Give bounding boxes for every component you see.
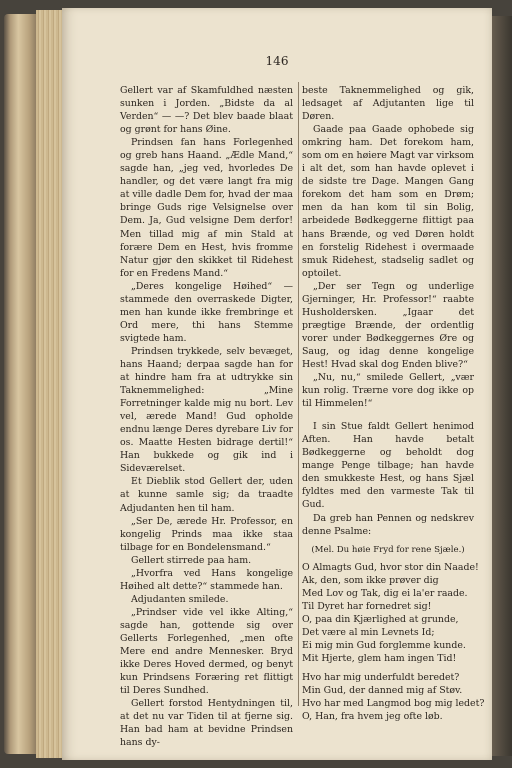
paragraph: Adjudanten smilede. <box>131 593 229 605</box>
paragraph: Gellert stirrede paa ham. <box>131 554 252 566</box>
left-column <box>120 84 293 749</box>
hymn-line: Hvo har med Langmod bog mig ledet? <box>302 698 485 710</box>
page-edges <box>36 10 64 758</box>
paragraph: „Hvorfra ved Hans kongelige Høihed alt dette?“ stammede han. <box>120 567 293 592</box>
paragraph: Da greb han Pennen og nedskrev denne Psalme: <box>302 512 474 537</box>
paragraph: I sin Stue faldt Gellert henimod Aften. Han havde betalt Bødkeggerne og beholdt dog mange Penge tilbage; han havde den smukkeste Hest, og hans Sjæl fyldtes med den varmeste Tak til Gud. <box>302 421 474 511</box>
hymn-line: Min Gud, der danned mig af Støv. <box>302 685 463 697</box>
hymn-line: O, Han, fra hvem jeg ofte løb. <box>302 711 443 723</box>
hymn-line: Med Lov og Tak, dig ei la'er raade. <box>302 587 468 599</box>
hymn-line: Mit Hjerte, glem ham ingen Tid! <box>302 652 457 664</box>
paragraph: Et Dieblik stod Gellert der, uden at kunne samle sig; da traadte Adjudanten hen til ham. <box>120 476 293 514</box>
melody-note: (Mel. Du høie Fryd for rene Sjæle.) <box>311 544 465 555</box>
paragraph: Prindsen trykkede, selv bevæget, hans Haand; derpaa sagde han for at hindre ham fra at udtrykke sin Taknemmelighed: „Mine Forretninger kalde mig nu bort. Lev vel, ærede Mand! Gud opholde endnu længe Deres dyrebare Liv for os. Maatte Hesten bidrage dertil!“ Han bukkede og gik ind i Sideværelset. <box>120 345 293 475</box>
hymn-line: Ei mig min Gud forglemme kunde. <box>302 639 466 651</box>
book-spine <box>4 14 40 754</box>
paragraph: Gellert forstod Hentydningen til, at det nu var Tiden til at fjerne sig. Han bad ham at bevidne Prindsen hans dy- <box>120 698 293 749</box>
paragraph: „Prindser vide vel ikke Alting,“ sagde han, gottende sig over Gellerts Forlegenhed, „men ofte Mere end andre Mennesker. Bryd ikke Deres Hoved dermed, og benyt kun Prindsens Foræring ret flittigt til Deres Sundhed. <box>120 606 293 697</box>
paragraph: Gellert var af Skamfuldhed næsten sunken i Jorden. „Bidste da al Verden“ — —? Det blev baade blaat og grønt for hans Øine. <box>120 85 293 136</box>
hymn-line: Til Dyret har fornedret sig! <box>302 600 432 612</box>
facing-page-edge <box>490 16 512 756</box>
hymn-line: Ak, den, som ikke prøver dig <box>302 574 439 586</box>
paragraph: „Nu, nu,“ smilede Gellert, „vær kun rolig. Trærne vore dog ikke op til Himmelen!“ <box>302 372 474 410</box>
book-page <box>62 8 492 760</box>
column-divider <box>298 82 299 706</box>
paragraph: Prindsen fan hans Forlegenhed og greb hans Haand. „Ædle Mand,“ sagde han, „jeg ved, hvorledes De handler, og det være langt fra mig at ville dadle Dem for, hvad der maa bringe Guds rige Velsignelse over Dem. Ja, Gud velsigne Dem derfor! Men tillad mig af min Stald at forære Dem en Hest, hvis fromme Natur gjør den skikket til Ridehest for en Fredens Mand.“ <box>120 137 293 279</box>
hymn-line: O Almagts Gud, hvor stor din Naade! <box>302 561 479 573</box>
paragraph: Gaade paa Gaade ophobede sig omkring ham. Det forekom ham, som om en høiere Magt var virksom i alt det, som han havde oplevet i de sidste tre Dage. Mangen Gang forekom det ham som en Drøm; men da han kom til sin Bolig, arbeidede Bødkeggerne flittigt paa hans Brænde, og ved Døren holdt en forstelig Ridehest i overmaade smuk Ridehest, stadselig sadlet og optoilet. <box>302 124 474 279</box>
hymn-line: Det være al min Levnets Id; <box>302 626 435 638</box>
hymn-line: Hvo har mig underfuldt beredet? <box>302 672 460 684</box>
paragraph: „Der ser Tegn og underlige Gjerninger, Hr. Professor!“ raabte Husholdersken. „Igaar det prægtige Brænde, der ordentlig vorer under Bødkeggernes Øre og Saug, og idag denne kongelige Hest! Hvad skal dog Enden blive?“ <box>302 280 474 370</box>
hymn-stanza <box>302 671 485 723</box>
hymn-stanza <box>302 561 479 665</box>
page-number: 146 <box>265 54 289 68</box>
right-column <box>302 84 485 723</box>
paragraph: beste Taknemmelighed og gik, ledsaget af Adjutanten lige til Døren. <box>302 85 474 123</box>
hymn-line: O, paa din Kjærlighed at grunde, <box>302 613 459 625</box>
paragraph: „Deres kongelige Høihed“ — stammede den overraskede Digter, men han kunde ikke frembringe et Ord mere, thi hans Stemme svigtede ham. <box>120 280 293 344</box>
paragraph: „Ser De, ærede Hr. Professor, en kongelig Prinds maa ikke staa tilbage for en Bondelensmand.“ <box>120 515 293 553</box>
